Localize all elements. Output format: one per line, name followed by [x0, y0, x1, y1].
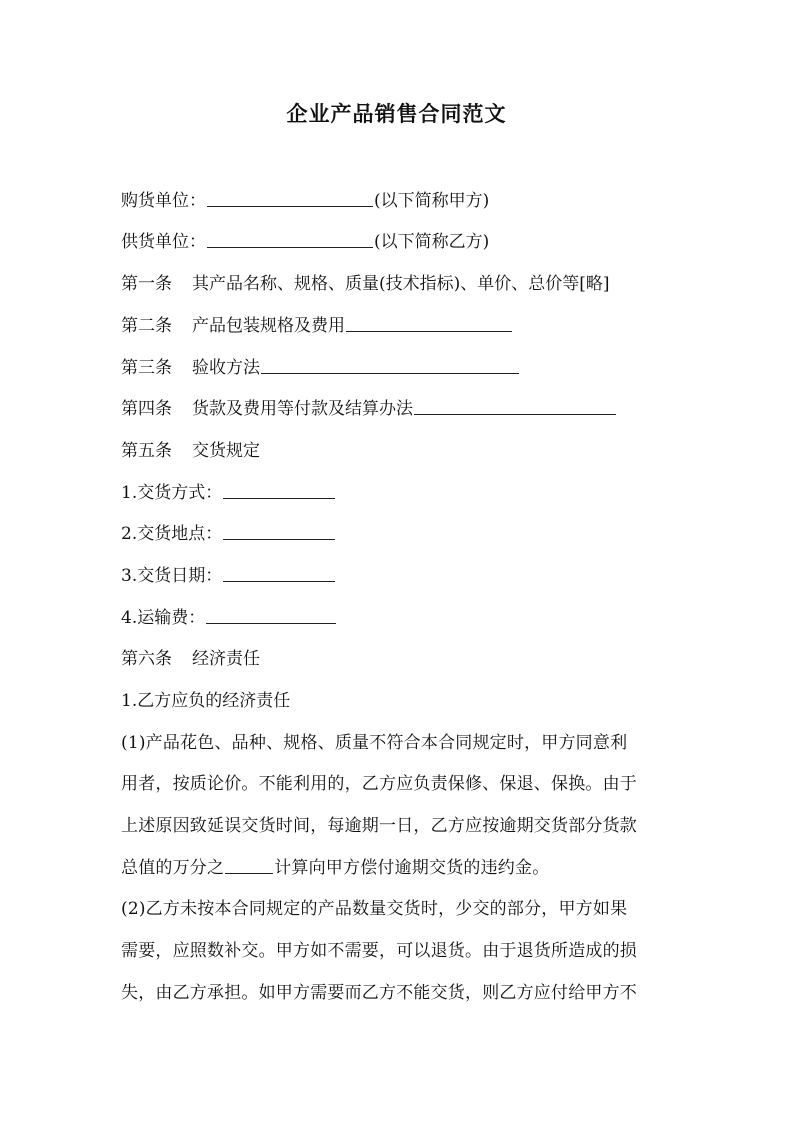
article-3 — [121, 356, 520, 380]
article-6 — [121, 647, 260, 671]
paragraph-2-line-3: 失，由乙方承担。如甲方需要而乙方不能交货，则乙方应付给甲方不 — [121, 983, 637, 1003]
delivery-location-label: 2.交货地点： — [121, 524, 223, 544]
document-title: 企业产品销售合同范文 — [286, 101, 507, 126]
buyer-blank — [207, 189, 373, 207]
seller-label: 供货单位： — [121, 232, 206, 252]
shipping-fee-label: 4.运输费： — [121, 608, 206, 628]
article-4 — [121, 397, 617, 421]
delivery-method — [121, 481, 336, 505]
shipping-fee-blank — [206, 606, 336, 624]
article-2-blank — [346, 314, 512, 332]
seller-blank — [207, 230, 373, 248]
paragraph-1-line-4-end: 计算向甲方偿付逾期交货的违约金。 — [274, 858, 550, 878]
article-4-text: 货款及费用等付款及结算办法 — [192, 399, 413, 419]
paragraph-2-line-1: (2)乙方未按本合同规定的产品数量交货时，少交的部分，甲方如果 — [121, 899, 628, 919]
article-3-blank — [261, 356, 519, 374]
seller-suffix: (以下简称乙方) — [374, 232, 490, 252]
delivery-method-label: 1.交货方式： — [121, 483, 223, 503]
shipping-fee — [121, 606, 337, 630]
delivery-method-blank — [223, 481, 335, 499]
article-6-text: 经济责任 — [192, 649, 260, 669]
article-5 — [121, 439, 260, 463]
article-2-text: 产品包装规格及费用 — [192, 316, 345, 336]
buyer-line — [121, 189, 489, 213]
article-4-blank — [414, 397, 616, 415]
article-2 — [121, 314, 513, 338]
article-1 — [121, 272, 610, 296]
article-4-number: 第四条 — [121, 399, 172, 419]
paragraph-1-line-1: (1)产品花色、品种、规格、质量不符合本合同规定时，甲方同意利 — [121, 733, 628, 753]
delivery-location-blank — [223, 522, 335, 540]
article-5-text: 交货规定 — [192, 441, 260, 461]
delivery-date — [121, 564, 336, 588]
paragraph-1-line-2: 用者，按质论价。不能利用的，乙方应负责保修、保退、保换。由于 — [121, 774, 637, 794]
paragraph-2-line-2: 需要，应照数补交。甲方如不需要，可以退货。由于退货所造成的损 — [121, 941, 637, 961]
article-1-text: 其产品名称、规格、质量(技术指标)、单价、总价等[略] — [192, 274, 610, 294]
section-1-heading: 1.乙方应负的经济责任 — [121, 691, 291, 711]
buyer-label: 购货单位： — [121, 191, 206, 211]
delivery-date-label: 3.交货日期： — [121, 566, 223, 586]
paragraph-1-line-3: 上述原因致延误交货时间，每逾期一日，乙方应按逾期交货部分货款 — [121, 816, 637, 836]
paragraph-1-line-4-start: 总值的万分之 — [121, 858, 225, 878]
article-1-number: 第一条 — [121, 274, 172, 294]
article-5-number: 第五条 — [121, 441, 172, 461]
buyer-suffix: (以下简称甲方) — [374, 191, 490, 211]
article-3-number: 第三条 — [121, 358, 172, 378]
delivery-location — [121, 522, 336, 546]
article-6-number: 第六条 — [121, 649, 172, 669]
penalty-rate-blank — [225, 856, 273, 874]
article-3-text: 验收方法 — [192, 358, 260, 378]
paragraph-1-line-4 — [121, 856, 549, 880]
article-2-number: 第二条 — [121, 316, 172, 336]
delivery-date-blank — [223, 564, 335, 582]
seller-line — [121, 230, 489, 254]
